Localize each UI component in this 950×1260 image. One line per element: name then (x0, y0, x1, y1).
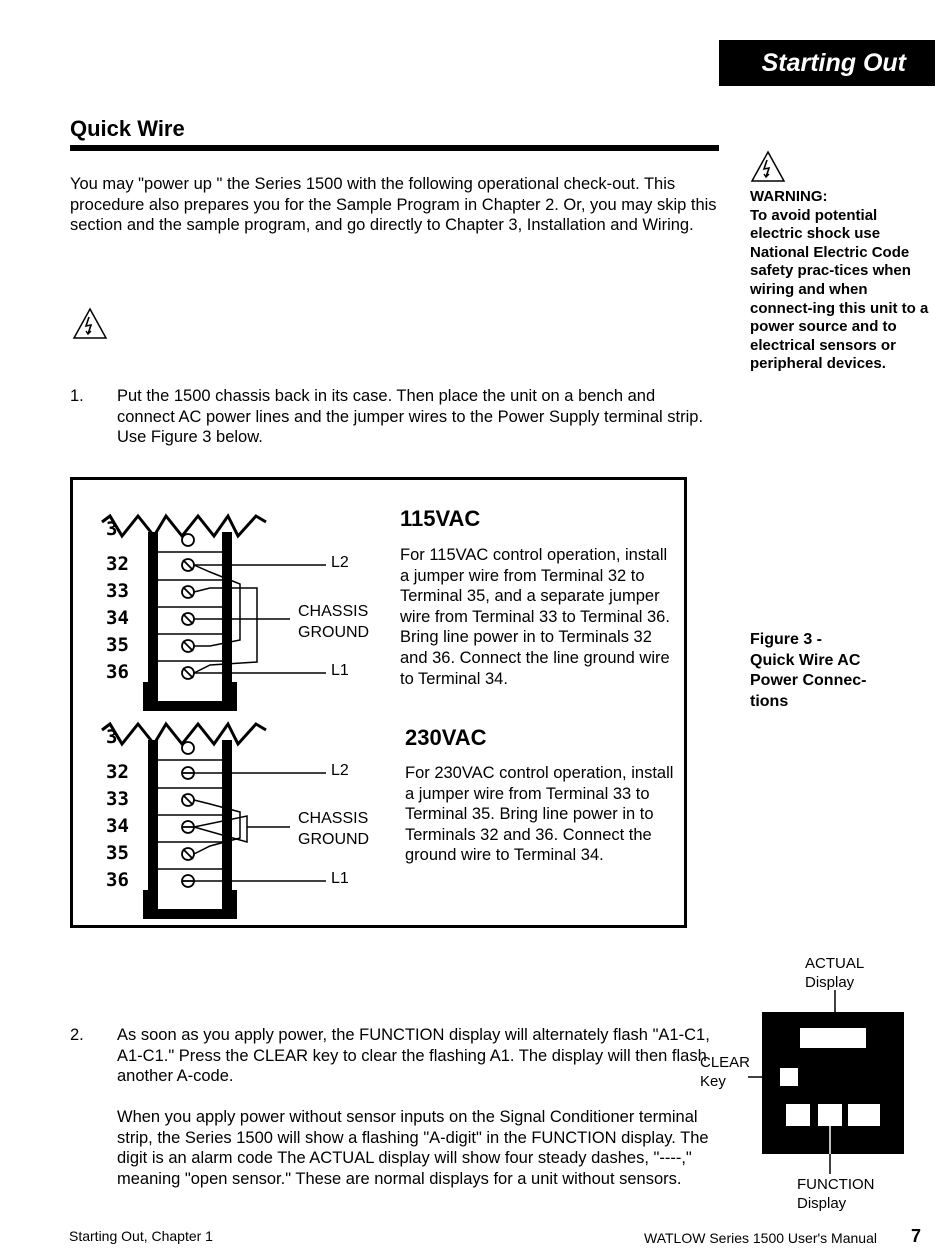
step-number: 2. (70, 1026, 84, 1044)
terminal-number: 36 (106, 869, 129, 891)
wire-label-l2: L2 (331, 554, 349, 571)
caption-line: tions (750, 692, 789, 710)
figure-caption (750, 630, 930, 712)
actual-display (800, 1028, 866, 1048)
front-panel-diagram (740, 990, 910, 1180)
lightning-warning-icon (72, 307, 108, 341)
footer-left: Starting Out, Chapter 1 (69, 1228, 213, 1244)
terminal-number: 34 (106, 815, 129, 837)
vac115-heading: 115VAC (400, 506, 481, 531)
caption-line: Power Connec- (750, 672, 867, 690)
terminal-number: 35 (106, 842, 129, 864)
caption-line: Quick Wire AC (750, 651, 861, 669)
wire-label-l1: L1 (331, 662, 349, 679)
footer-right: WATLOW Series 1500 User's Manual (644, 1230, 877, 1246)
warning-block (750, 184, 930, 374)
terminal-number: 35 (106, 634, 129, 656)
title-rule (70, 145, 719, 151)
function-display-digit (848, 1104, 880, 1126)
vac230-heading: 230VAC (405, 725, 487, 750)
label-line: Display (805, 974, 855, 991)
terminal-number: 3 (106, 518, 118, 540)
function-display-label (797, 1175, 875, 1213)
warning-heading: WARNING: (750, 188, 828, 205)
vac230-text: For 230VAC control operation, install a jumper wire from Terminal 33 to Terminal 35. Bring line power in to Terminals 32 and 36. Connect the ground wire to Terminal 34. (405, 764, 674, 865)
section-title: Quick Wire (70, 116, 185, 141)
page-number: 7 (911, 1226, 922, 1246)
actual-display-label (805, 954, 864, 992)
function-display-digit (786, 1104, 810, 1126)
step-text: As soon as you apply power, the FUNCTION display will alternately flash "A1-C1, A1-C1." Press the CLEAR key to clear the flashing A1. The display will then flash another A-code. (117, 1026, 710, 1085)
wire-label-ground: GROUND (298, 831, 370, 848)
terminal-number: 33 (106, 580, 129, 602)
label-line: CLEAR (700, 1054, 751, 1071)
wire-label-chassis: CHASSIS (298, 603, 369, 620)
clear-key (780, 1068, 798, 1086)
terminal-number: 36 (106, 661, 129, 683)
terminal-number: 32 (106, 761, 129, 783)
terminal-number: 3 (106, 726, 118, 748)
chapter-tab: Starting Out (719, 40, 935, 86)
step-text: Put the 1500 chassis back in its case. Then place the unit on a bench and connect AC power lines and the jumper wires to the Power Supply terminal strip. Use Figure 3 below. (117, 387, 704, 446)
wire-label-ground: GROUND (298, 624, 370, 641)
intro-paragraph: You may "power up " the Series 1500 with the following operational check-out. This procedure also prepares you for the Sample Program in Chapter 2. Or, you may skip this section and the sample program, and go directly to Chapter 3, Installation and Wiring. (70, 175, 717, 234)
terminal-number: 34 (106, 607, 129, 629)
label-line: Display (797, 1195, 847, 1212)
wire-label-l1: L1 (331, 870, 349, 887)
warning-text: To avoid potential electric shock use National Electric Code safety prac-tices when wiring and when connect-ing this unit to a power source and to electrical sensors or peripheral devices. (750, 206, 929, 373)
terminal-number: 33 (106, 788, 129, 810)
wire-label-chassis: CHASSIS (298, 810, 369, 827)
vac115-text: For 115VAC control operation, install a jumper wire from Terminal 32 to Terminal 35, and a separate jumper wire from Terminal 33 to Terminal 36. Bring line power in to Terminals 32 and 36. Connect the line ground wire to Terminal 34. (400, 546, 670, 688)
step-number: 1. (70, 387, 84, 405)
label-line: Key (700, 1073, 726, 1090)
caption-line: Figure 3 - (750, 631, 823, 648)
label-line: ACTUAL (805, 955, 865, 972)
step-text: When you apply power without sensor inputs on the Signal Conditioner terminal strip, the Series 1500 will show a flashing "A-digit" in the FUNCTION display. The digit is an alarm code The ACTUAL display will show four steady dashes, "----," meaning "open sensor." These are normal displays for a unit without sensors. (117, 1108, 709, 1188)
wire-label-l2: L2 (331, 762, 349, 779)
lightning-warning-icon (750, 150, 786, 184)
label-line: FUNCTION (797, 1176, 875, 1193)
terminal-number: 32 (106, 553, 129, 575)
